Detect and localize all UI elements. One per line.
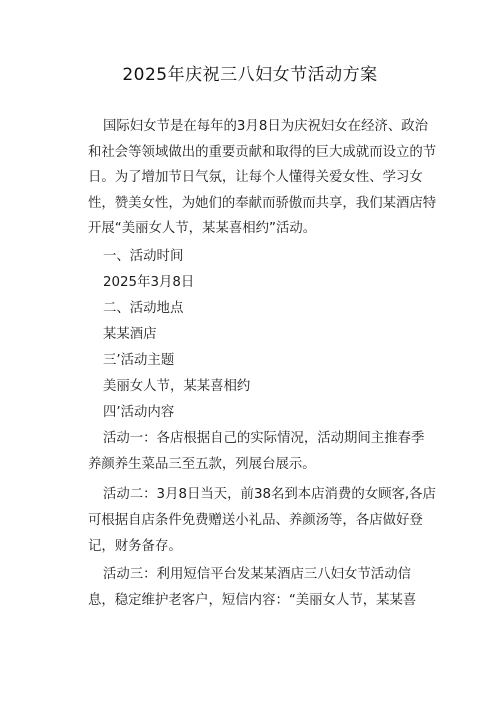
activity-line: 活动三：利用短信平台发某某酒店三八妇女节活动信 [103, 567, 411, 582]
document-title: 2025年庆祝三八妇女节活动方案 [122, 65, 378, 85]
section-heading-theme: 三’活动主题 [103, 353, 175, 368]
activity-line: 记，财务备存。 [88, 539, 182, 554]
section-heading-content: 四’活动内容 [103, 405, 175, 420]
intro-line: 性，赞美女性，为她们的奉献而骄傲而共享，我们某酒店特 [88, 196, 437, 211]
section-value-place: 某某酒店 [103, 327, 157, 342]
activity-line: 养颜养生菜品三至五款，列展台展示。 [88, 457, 316, 472]
intro-line: 国际妇女节是在每年的3月8日为庆祝妇女在经济、政治 [103, 119, 429, 134]
section-value-theme: 美丽女人节，某某喜相约 [103, 379, 251, 394]
section-heading-time: 一、活动时间 [103, 249, 184, 264]
section-value-time: 2025年3月8日 [103, 275, 195, 290]
activity-line: 活动二：3月8日当天，前38名到本店消费的女顾客,各店 [103, 487, 436, 502]
intro-line: 日。为了增加节日气氛，让每个人懂得关爱女性、学习女 [88, 170, 423, 185]
section-heading-place: 二、活动地点 [103, 301, 184, 316]
intro-line: 开展“美丽女人节，某某喜相约”活动。 [88, 221, 317, 236]
activity-line: 可根据自店条件免费赠送小礼品、养颜汤等，各店做好登 [88, 513, 423, 528]
activity-line: 息，稳定维护老客户，短信内容：“美丽女人节，某某喜 [88, 593, 417, 608]
activity-line: 活动一：各店根据自己的实际情况，活动期间主推春季 [103, 431, 425, 446]
intro-line: 和社会等领域做出的重要贡献和取得的巨大成就而设立的节 [88, 145, 437, 160]
